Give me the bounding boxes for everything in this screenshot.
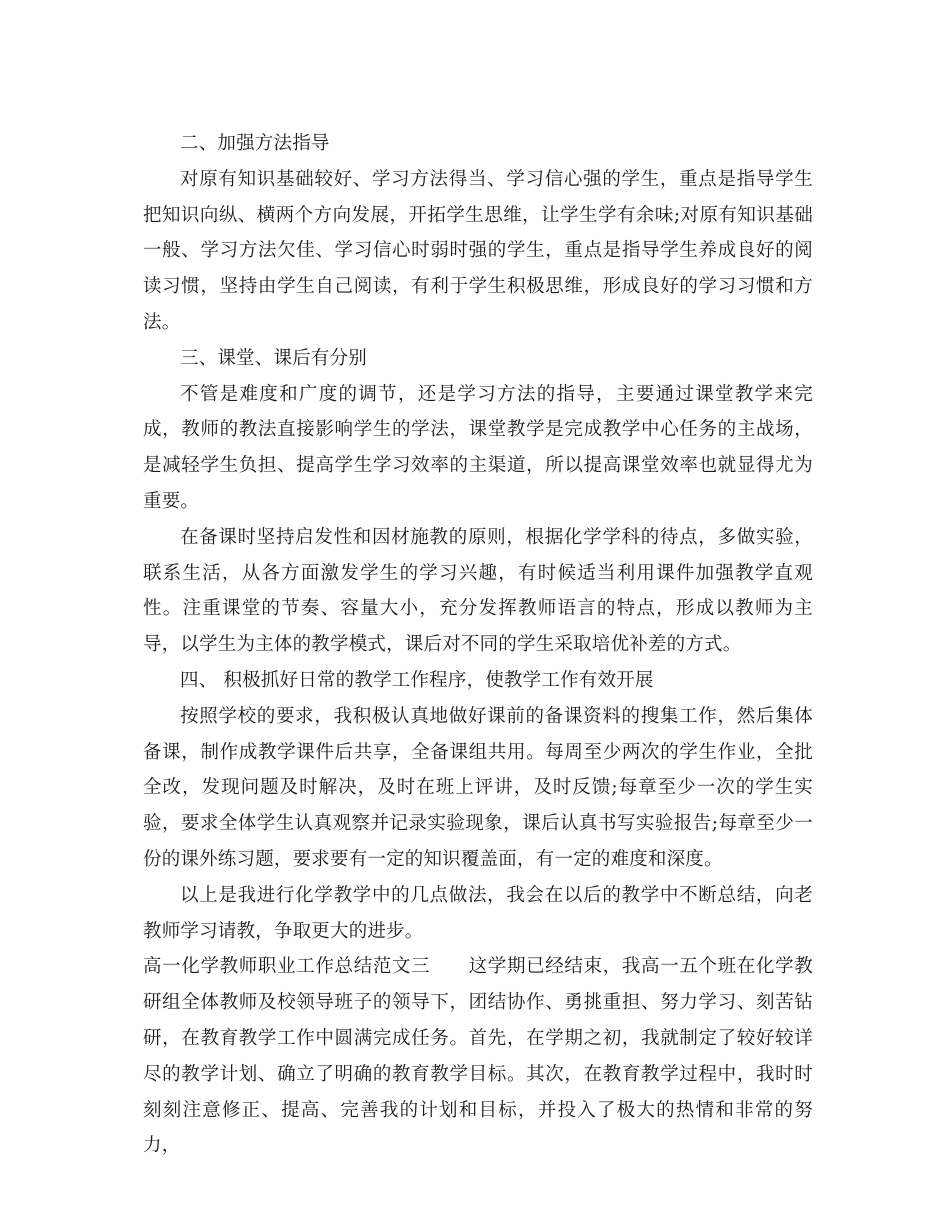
- body-paragraph: 以上是我进行化学教学中的几点做法，我会在以后的教学中不断总结，向老教师学习请教，争取更大的进步。: [143, 884, 813, 942]
- article-start-paragraph: 高一化学教师职业工作总结范文三 这学期已经结束，我高一五个班在化学教研组全体教师及校领导班子的领导下，团结协作、勇挑重担、努力学习、刻苦钻研，在教育教学工作中圆满完成任务。首先，在学期之初，我就制定了较好较详尽的教学计划、确立了明确的教育教学目标。其次，在教育教学过程中，我时时刻刻注意修正、提高、完善我的计划和目标，并投入了极大的热情和非常的努力，: [143, 956, 813, 1157]
- body-paragraph: 按照学校的要求，我积极认真地做好课前的备课资料的搜集工作，然后集体备课，制作成教学课件后共享，全备课组共用。每周至少两次的学生作业，全批全改，发现问题及时解决，及时在班上评讲，及时反馈;每章至少一次的学生实验，要求全体学生认真观察并记录实验现象，课后认真书写实验报告;每章至少一份的课外练习题，要求要有一定的知识覆盖面，有一定的难度和深度。: [143, 705, 813, 870]
- body-paragraph: 不管是难度和广度的调节，还是学习方法的指导，主要通过课堂教学来完成，教师的教法直接影响学生的学法，课堂教学是完成教学中心任务的主战场，是减轻学生负担、提高学生学习效率的主渠道，所以提高课堂效率也就显得尤为重要。: [143, 383, 813, 512]
- body-paragraph: 对原有知识基础较好、学习方法得当、学习信心强的学生，重点是指导学生把知识向纵、横两个方向发展，开拓学生思维，让学生学有余味;对原有知识基础一般、学习方法欠佳、学习信心时弱时强的学生，重点是指导学生养成良好的阅读习惯，坚持由学生自己阅读，有利于学生积极思维，形成良好的学习习惯和方法。: [143, 168, 813, 333]
- body-paragraph: 在备课时坚持启发性和因材施教的原则，根据化学学科的待点，多做实验，联系生活，从各方面激发学生的学习兴趣，有时候适当利用课件加强教学直观性。注重课堂的节奏、容量大小，充分发挥教师语言的特点，形成以教师为主导，以学生为主体的教学模式，课后对不同的学生采取培优补差的方式。: [143, 526, 813, 656]
- section-heading: 三、课堂、课后有分别: [180, 347, 368, 369]
- section-heading: 二、加强方法指导: [180, 133, 330, 154]
- document-body: [143, 126, 813, 1164]
- section-heading: 四、 积极抓好日常的教学工作程序，使教学工作有效开展: [180, 669, 654, 691]
